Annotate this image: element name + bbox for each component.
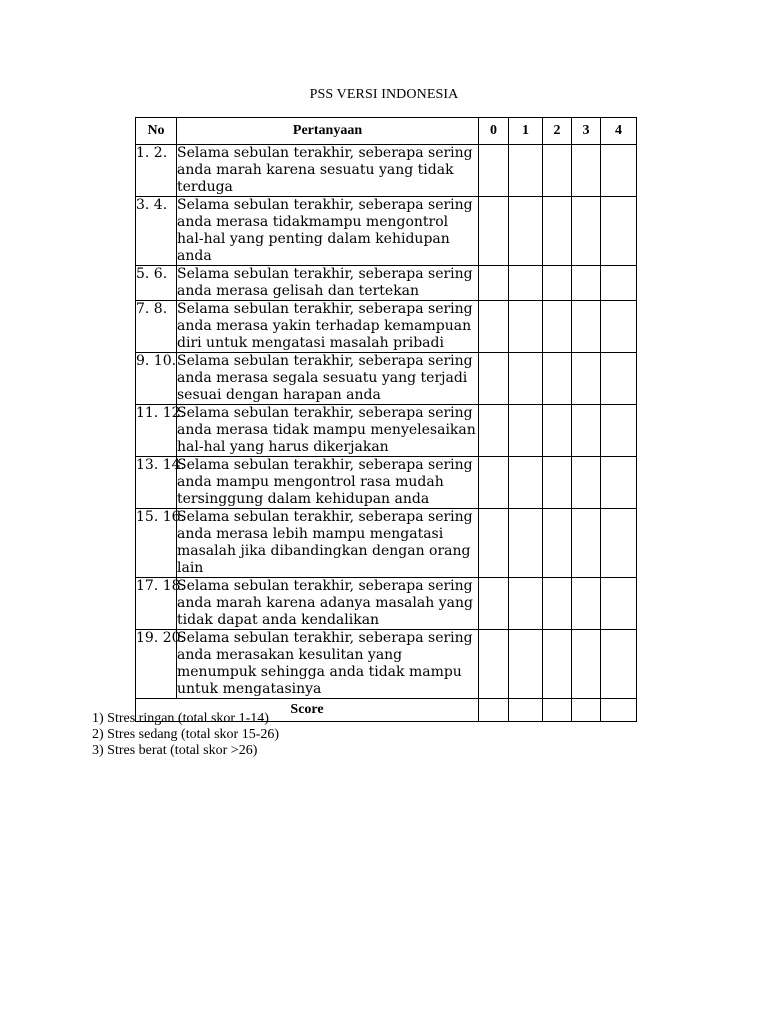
answer-cell-2[interactable]	[543, 353, 572, 405]
question-text: Selama sebulan terakhir, seberapa sering anda merasa tidakmampu mengontrol hal-hal yang penting dalam kehidupan anda	[177, 197, 479, 266]
table-row	[136, 578, 637, 630]
answer-cell-3[interactable]	[572, 301, 601, 353]
answer-cell-0[interactable]	[479, 457, 509, 509]
answer-cell-4[interactable]	[601, 145, 637, 197]
row-number: 13. 14.	[136, 457, 177, 509]
answer-cell-1[interactable]	[509, 266, 543, 301]
answer-cell-0[interactable]	[479, 405, 509, 457]
answer-cell-3[interactable]	[572, 145, 601, 197]
score-cell-3[interactable]	[572, 699, 601, 722]
legend-item-sedang: 2) Stres sedang (total skor 15-26)	[92, 727, 280, 742]
score-cell-4[interactable]	[601, 699, 637, 722]
answer-cell-2[interactable]	[543, 405, 572, 457]
answer-cell-1[interactable]	[509, 197, 543, 266]
legend-item-ringan: 1) Stres ringan (total skor 1-14)	[92, 711, 269, 726]
question-text: Selama sebulan terakhir, seberapa sering anda marah karena sesuatu yang tidak terduga	[177, 145, 479, 197]
answer-cell-4[interactable]	[601, 630, 637, 699]
answer-cell-1[interactable]	[509, 630, 543, 699]
header-scale-0: 0	[479, 118, 509, 145]
table-row	[136, 145, 637, 197]
answer-cell-0[interactable]	[479, 509, 509, 578]
header-scale-3: 3	[572, 118, 601, 145]
answer-cell-3[interactable]	[572, 353, 601, 405]
question-text: Selama sebulan terakhir, seberapa sering anda merasakan kesulitan yang menumpuk sehingga anda tidak mampu untuk mengatasinya	[177, 630, 479, 699]
table-row	[136, 457, 637, 509]
answer-cell-0[interactable]	[479, 266, 509, 301]
answer-cell-0[interactable]	[479, 197, 509, 266]
answer-cell-3[interactable]	[572, 630, 601, 699]
answer-cell-1[interactable]	[509, 405, 543, 457]
answer-cell-4[interactable]	[601, 578, 637, 630]
answer-cell-3[interactable]	[572, 266, 601, 301]
answer-cell-4[interactable]	[601, 509, 637, 578]
header-question: Pertanyaan	[177, 118, 479, 145]
answer-cell-4[interactable]	[601, 301, 637, 353]
answer-cell-2[interactable]	[543, 145, 572, 197]
header-scale-2: 2	[543, 118, 572, 145]
row-number: 15. 16.	[136, 509, 177, 578]
answer-cell-4[interactable]	[601, 353, 637, 405]
answer-cell-0[interactable]	[479, 630, 509, 699]
stress-level-legend	[92, 711, 279, 759]
table-row	[136, 630, 637, 699]
answer-cell-3[interactable]	[572, 457, 601, 509]
row-number: 9. 10.	[136, 353, 177, 405]
table-row	[136, 266, 637, 301]
score-label: Score	[136, 699, 479, 722]
answer-cell-3[interactable]	[572, 509, 601, 578]
table-row	[136, 405, 637, 457]
table-row	[136, 509, 637, 578]
header-scale-1: 1	[509, 118, 543, 145]
answer-cell-3[interactable]	[572, 197, 601, 266]
header-no: No	[136, 118, 177, 145]
question-text: Selama sebulan terakhir, seberapa sering anda merasa lebih mampu mengatasi masalah jika dibandingkan dengan orang lain	[177, 509, 479, 578]
answer-cell-3[interactable]	[572, 578, 601, 630]
answer-cell-1[interactable]	[509, 301, 543, 353]
row-number: 3. 4.	[136, 197, 177, 266]
answer-cell-1[interactable]	[509, 509, 543, 578]
answer-cell-1[interactable]	[509, 145, 543, 197]
answer-cell-1[interactable]	[509, 457, 543, 509]
answer-cell-2[interactable]	[543, 301, 572, 353]
question-text: Selama sebulan terakhir, seberapa sering anda merasa yakin terhadap kemampuan diri untuk mengatasi masalah pribadi	[177, 301, 479, 353]
question-text: Selama sebulan terakhir, seberapa sering anda merasa tidak mampu menyelesaikan hal-hal yang harus dikerjakan	[177, 405, 479, 457]
answer-cell-1[interactable]	[509, 578, 543, 630]
score-cell-1[interactable]	[509, 699, 543, 722]
answer-cell-0[interactable]	[479, 145, 509, 197]
legend-item-berat: 3) Stres berat (total skor >26)	[92, 743, 258, 758]
answer-cell-0[interactable]	[479, 353, 509, 405]
row-number: 1. 2.	[136, 145, 177, 197]
answer-cell-0[interactable]	[479, 301, 509, 353]
table-row	[136, 197, 637, 266]
question-text: Selama sebulan terakhir, seberapa sering anda merasa segala sesuatu yang terjadi sesuai dengan harapan anda	[177, 353, 479, 405]
answer-cell-4[interactable]	[601, 197, 637, 266]
answer-cell-3[interactable]	[572, 405, 601, 457]
answer-cell-2[interactable]	[543, 197, 572, 266]
row-number: 5. 6.	[136, 266, 177, 301]
table-row	[136, 353, 637, 405]
row-number: 11. 12.	[136, 405, 177, 457]
answer-cell-2[interactable]	[543, 266, 572, 301]
row-number: 19. 20.	[136, 630, 177, 699]
answer-cell-4[interactable]	[601, 405, 637, 457]
score-cell-2[interactable]	[543, 699, 572, 722]
answer-cell-1[interactable]	[509, 353, 543, 405]
answer-cell-4[interactable]	[601, 457, 637, 509]
answer-cell-2[interactable]	[543, 630, 572, 699]
score-cell-0[interactable]	[479, 699, 509, 722]
question-text: Selama sebulan terakhir, seberapa sering anda marah karena adanya masalah yang tidak dapat anda kendalikan	[177, 578, 479, 630]
header-scale-4: 4	[601, 118, 637, 145]
table-header-row	[136, 118, 637, 145]
answer-cell-2[interactable]	[543, 509, 572, 578]
document-title: PSS VERSI INDONESIA	[309, 87, 459, 102]
answer-cell-2[interactable]	[543, 457, 572, 509]
question-text: Selama sebulan terakhir, seberapa sering anda mampu mengontrol rasa mudah tersinggung dalam kehidupan anda	[177, 457, 479, 509]
answer-cell-4[interactable]	[601, 266, 637, 301]
answer-cell-2[interactable]	[543, 578, 572, 630]
row-number: 7. 8.	[136, 301, 177, 353]
row-number: 17. 18.	[136, 578, 177, 630]
question-text: Selama sebulan terakhir, seberapa sering anda merasa gelisah dan tertekan	[177, 266, 479, 301]
pss-questionnaire-table	[135, 117, 637, 722]
answer-cell-0[interactable]	[479, 578, 509, 630]
table-row	[136, 301, 637, 353]
